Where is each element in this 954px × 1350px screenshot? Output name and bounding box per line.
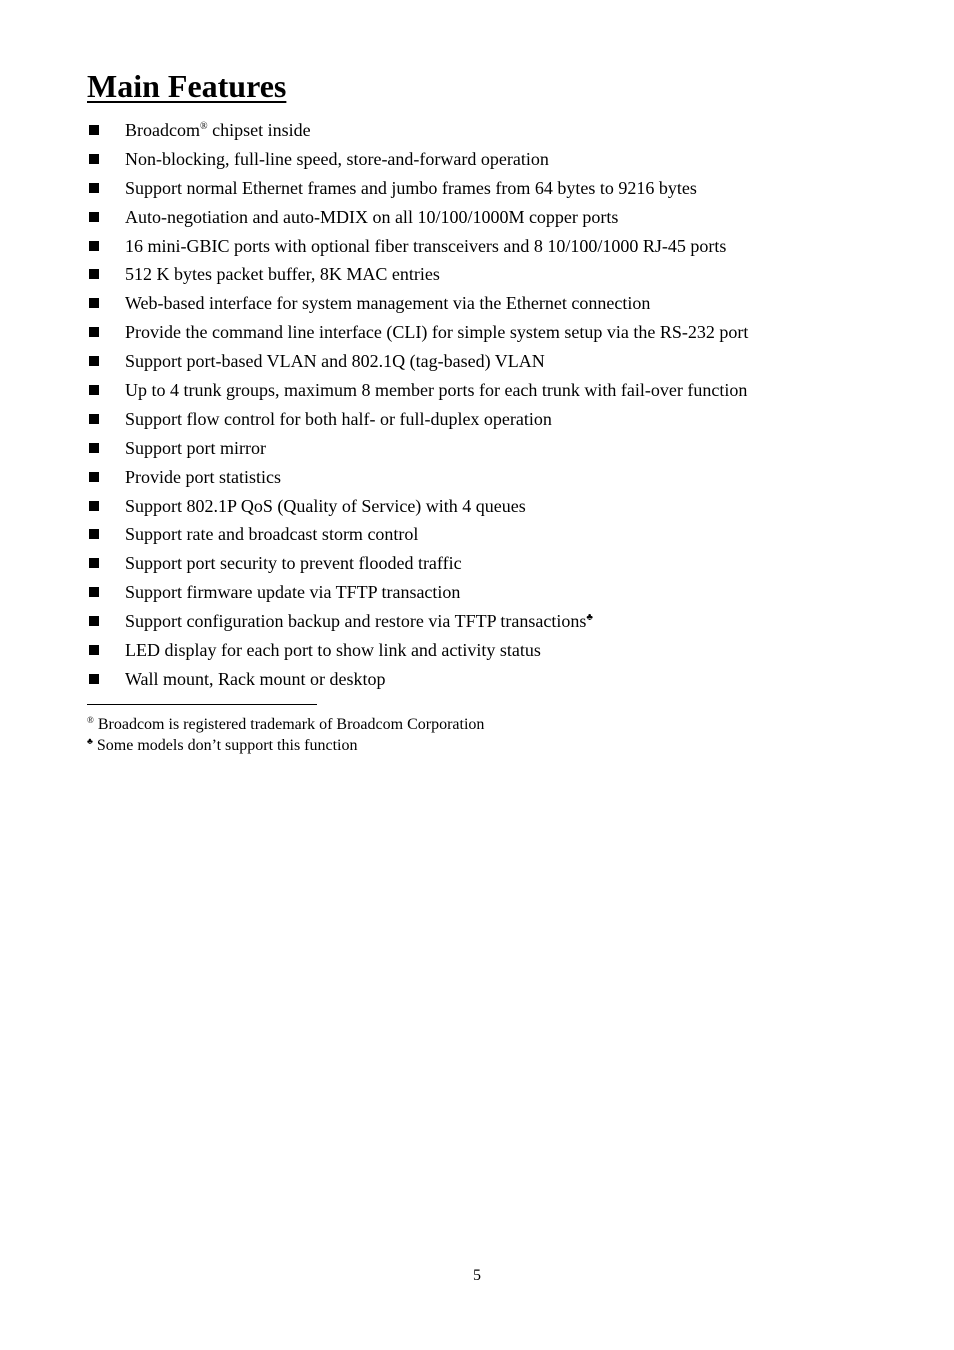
square-bullet-icon [89,472,99,482]
page-title: Main Features [87,68,287,104]
square-bullet-icon [89,414,99,424]
square-bullet-icon [89,385,99,395]
feature-text: Support 802.1P QoS (Quality of Service) with 4 queues [125,495,526,516]
feature-text: 16 mini-GBIC ports with optional fiber transceivers and 8 10/100/1000 RJ-45 ports [125,235,727,256]
square-bullet-icon [89,154,99,164]
registered-mark: ® [199,121,208,132]
square-bullet-icon [89,616,99,626]
feature-text: Support normal Ethernet frames and jumbo frames from 64 bytes to 9216 bytes [125,177,697,198]
square-bullet-icon [89,212,99,222]
feature-text: Auto-negotiation and auto-MDIX on all 10/100/1000M copper ports [125,206,619,227]
feature-text: Up to 4 trunk groups, maximum 8 member ports for each trunk with fail-over function [125,380,748,401]
footnote-divider [87,704,317,705]
square-bullet-icon [89,587,99,597]
feature-text: LED display for each port to show link and activity status [125,640,541,661]
square-bullet-icon [89,241,99,251]
feature-text: Support port security to prevent flooded traffic [125,553,462,574]
square-bullet-icon [89,674,99,684]
feature-text: Support configuration backup and restore via TFTP transactions♣ [125,611,593,632]
square-bullet-icon [89,645,99,655]
feature-text: Support port mirror [125,437,266,458]
footnote-registered: ® Broadcom is registered trademark of Broadcom Corporation [87,714,485,733]
feature-text: Support port-based VLAN and 802.1Q (tag-based) VLAN [125,351,545,372]
square-bullet-icon [89,558,99,568]
club-footnote-icon: ♣ [87,735,93,746]
square-bullet-icon [89,529,99,539]
square-bullet-icon [89,501,99,511]
feature-text: Support flow control for both half- or full-duplex operation [125,408,552,429]
square-bullet-icon [89,298,99,308]
footnotes [87,714,484,756]
feature-text: 512 K bytes packet buffer, 8K MAC entries [125,264,440,285]
square-bullet-icon [89,183,99,193]
club-footnote-icon: ♣ [586,612,593,624]
feature-text: Broadcom® chipset inside [125,120,311,140]
square-bullet-icon [89,327,99,337]
square-bullet-icon [89,356,99,366]
square-bullet-icon [89,269,99,279]
square-bullet-icon [89,125,99,135]
square-bullet-icon [89,443,99,453]
feature-text: Provide port statistics [125,466,281,487]
page-number: 5 [473,1267,481,1284]
feature-text: Support rate and broadcast storm control [125,524,419,545]
feature-text: Web-based interface for system management via the Ethernet connection [125,293,651,314]
feature-text: Support firmware update via TFTP transaction [125,582,461,603]
feature-text: Non-blocking, full-line speed, store-and-forward operation [125,148,549,169]
feature-text: Wall mount, Rack mount or desktop [125,668,386,689]
registered-mark: ® [87,714,94,725]
footnote-club: ♣ Some models don’t support this function [87,735,358,754]
feature-text: Provide the command line interface (CLI) for simple system setup via the RS-232 port [125,322,749,343]
